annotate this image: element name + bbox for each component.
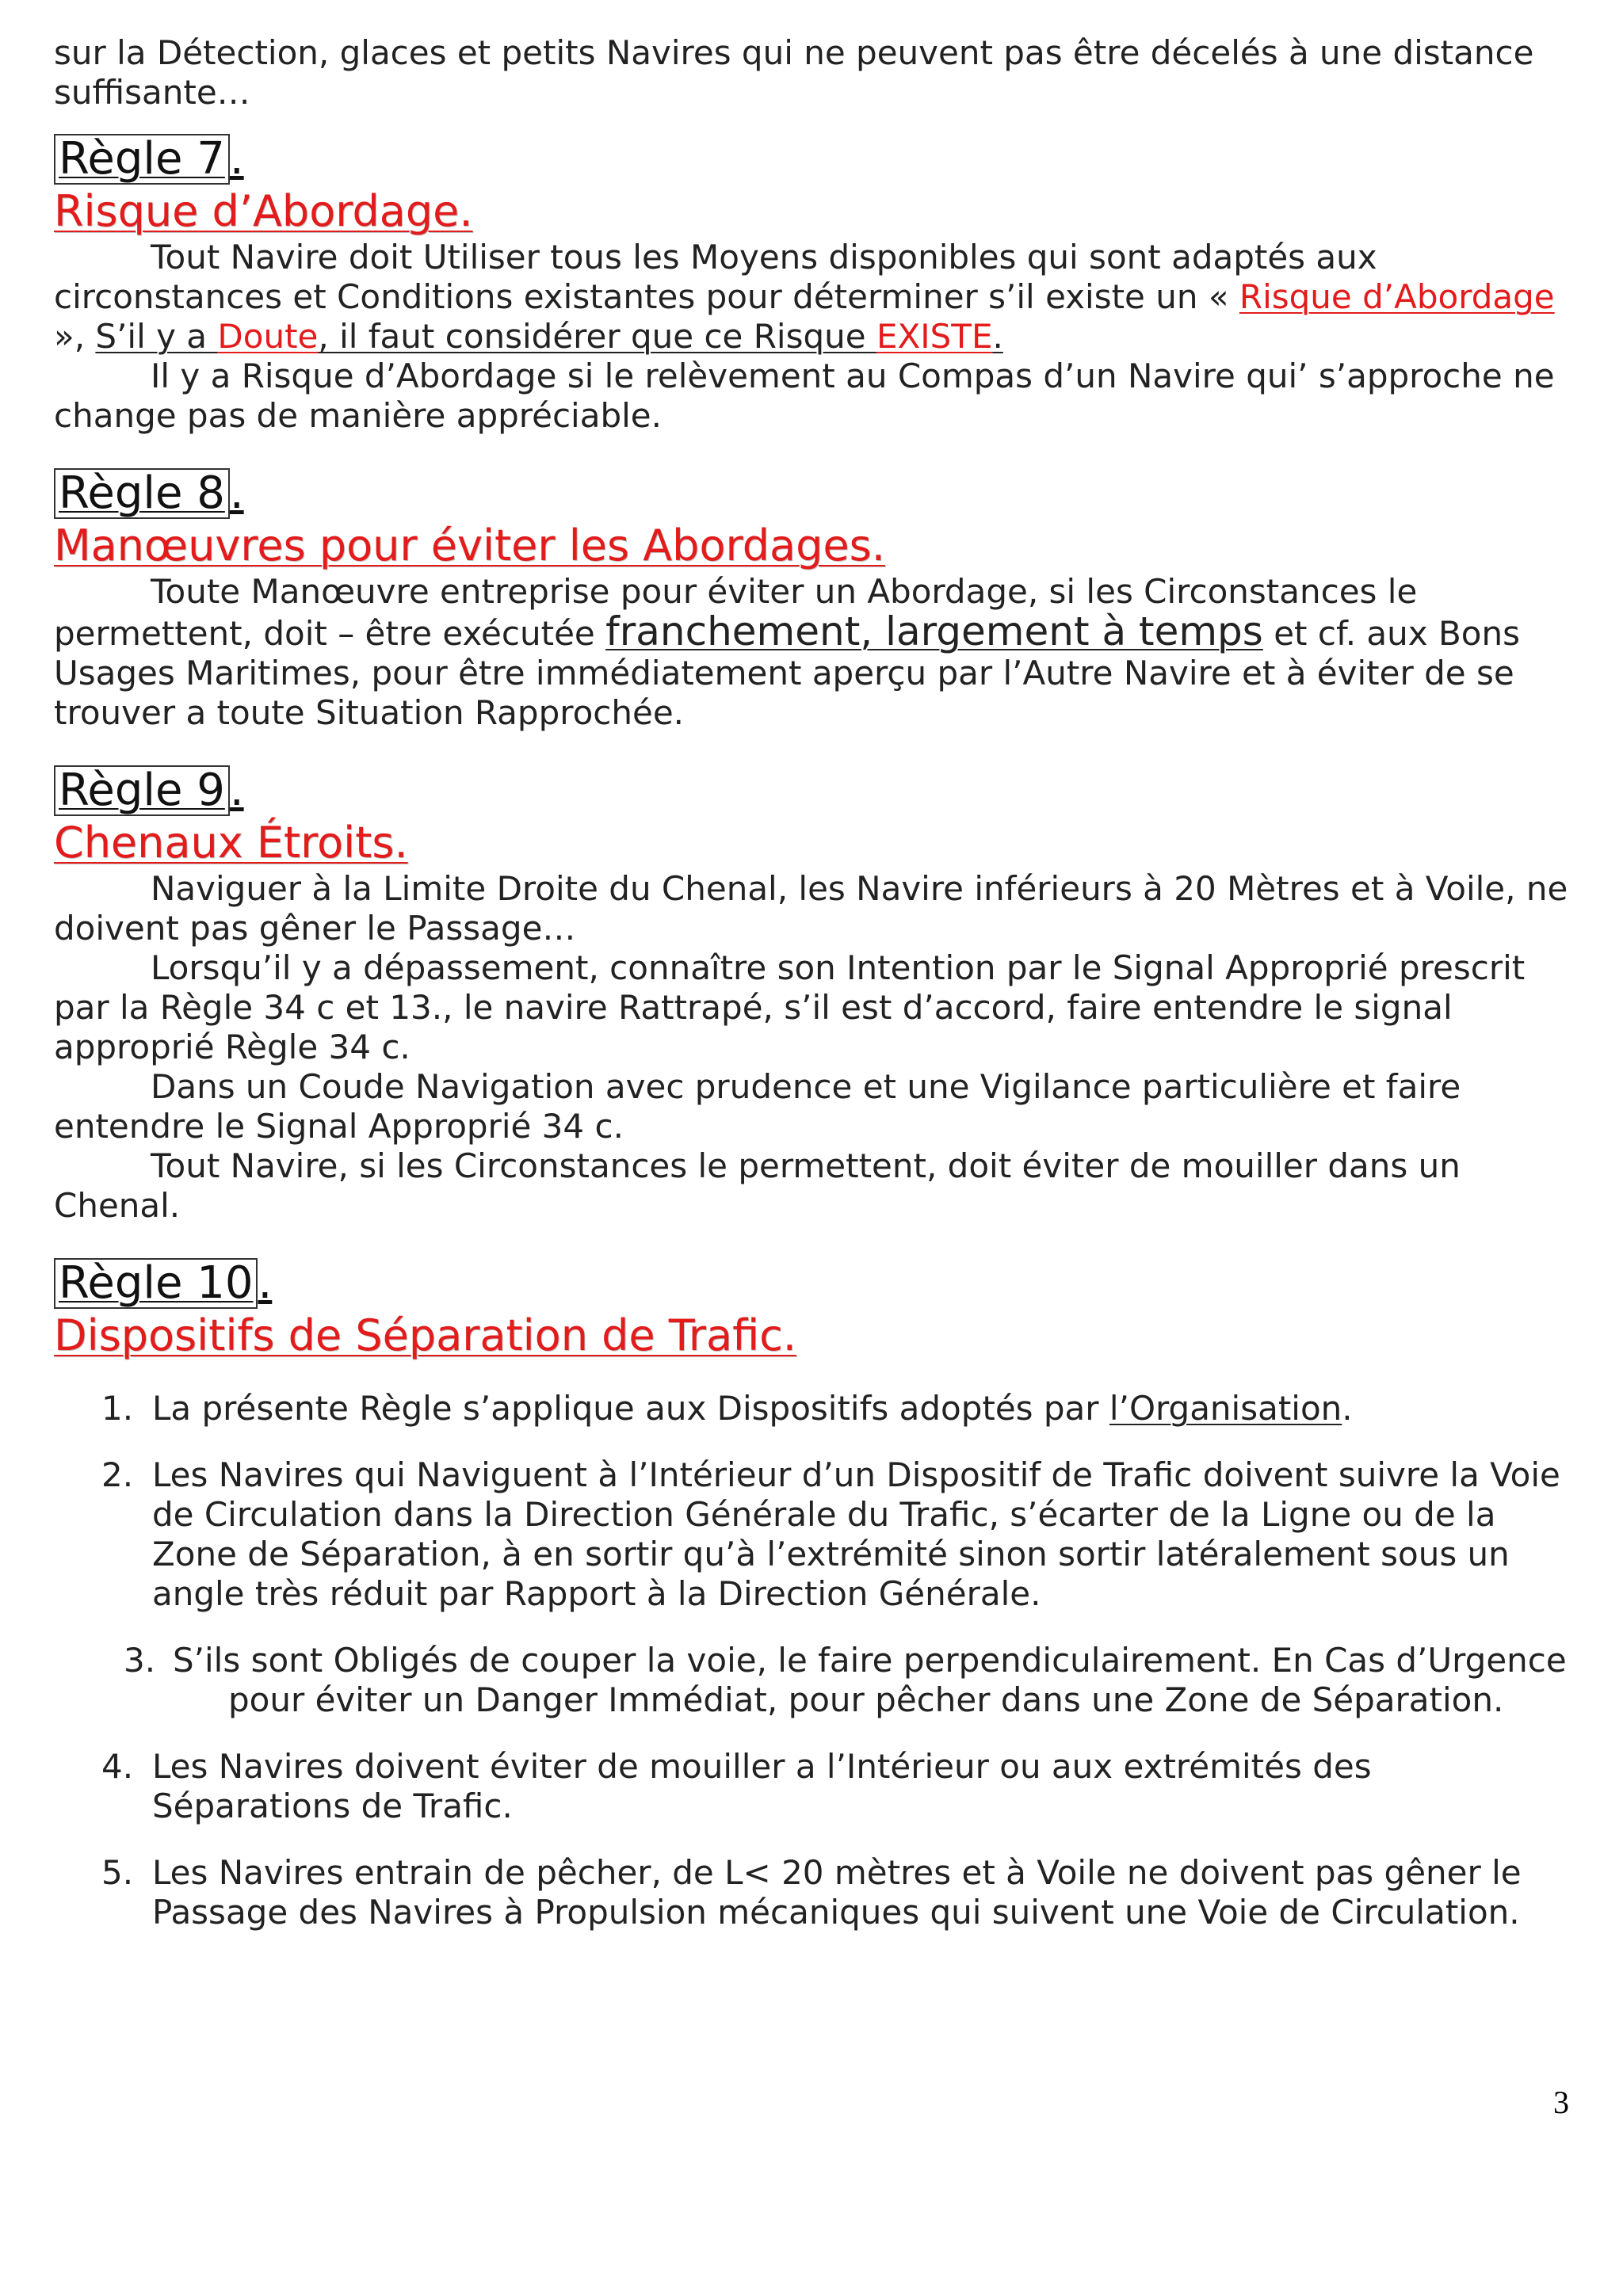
rule-7-title: Risque d’Abordage. <box>54 186 473 236</box>
list-item: 2. Les Navires qui Naviguent à l’Intérieur d’un Dispositif de Trafic doivent suivre la Voie de Circulation dans la Direction Générale du Trafic, s’écarter de la Ligne ou de la Zone de Séparation, à en sortir qu’à l’extrémité sinon sortir latéralement sous un angle très réduit par Rapport à la Direction Générale. <box>101 1455 1560 1613</box>
rule-10-list <box>54 1389 1572 1932</box>
rule-10-heading: Règle 10 . <box>54 1257 1572 1310</box>
rule-7-paragraph-2: Il y a Risque d’Abordage si le relèvement au Compas d’un Navire qui’ s’approche ne change pas de manière appréciable. <box>54 357 1555 435</box>
rule-9-paragraph-1: Naviguer à la Limite Droite du Chenal, les Navire inférieurs à 20 Mètres et à Voile, ne doivent pas gêner le Passage… <box>54 869 1568 948</box>
rule-9-paragraph-4: Tout Navire, si les Circonstances le permettent, doit éviter de mouiller dans un Chenal. <box>54 1146 1461 1225</box>
rule-8-title: Manœuvres pour éviter les Abordages. <box>54 521 885 570</box>
rule-7-heading: Règle 7 . <box>54 133 1572 185</box>
intro-paragraph: sur la Détection, glaces et petits Navires qui ne peuvent pas être décelés à une distance suffisante… <box>54 33 1534 112</box>
rule-9-paragraph-2: Lorsqu’il y a dépassement, connaître son Intention par le Signal Approprié prescrit par la Règle 34 c et 13., le navire Rattrapé, s’il est d’accord, faire entendre le signal approprié Règle 34 c. <box>54 948 1526 1066</box>
rule-8-number: Règle 8 <box>54 468 230 519</box>
rule-9-heading: Règle 9 . <box>54 765 1572 817</box>
rule-8-paragraph-1: Toute Manœuvre entreprise pour éviter un Abordage, si les Circonstances le permettent, doit – être exécutée franchement, largement à temps et cf. aux Bons Usages Maritimes, pour être immédiatement aperçu par l’Autre Navire et à éviter de se trouver a toute Situation Rapprochée. <box>54 572 1520 732</box>
rule-9-title: Chenaux Étroits. <box>54 818 408 868</box>
page-number: 3 <box>1553 2084 1569 2120</box>
rule-9-number: Règle 9 <box>54 765 230 816</box>
rule-9-paragraph-3: Dans un Coude Navigation avec prudence et une Vigilance particulière et faire entendre le Signal Approprié 34 c. <box>54 1067 1461 1146</box>
emphasis-franchement: franchement, largement à temps <box>605 608 1263 654</box>
list-item: 4. Les Navires doivent éviter de mouiller a l’Intérieur ou aux extrémités des Séparations de Trafic. <box>101 1747 1372 1825</box>
rule-7-paragraph-1: Tout Navire doit Utiliser tous les Moyens disponibles qui sont adaptés aux circonstances et Conditions existantes pour déterminer s’il existe un « Risque d’Abordage », S’il y a Doute, il faut considérer que ce Risque EXISTE. <box>54 238 1555 356</box>
existe-text: EXISTE <box>876 317 993 356</box>
rule-8-heading: Règle 8 . <box>54 467 1572 520</box>
rule-10-title: Dispositifs de Séparation de Trafic. <box>54 1310 796 1360</box>
list-item: 1. La présente Règle s’applique aux Dispositifs adoptés par l’Organisation. <box>101 1389 1353 1428</box>
rule-10-number: Règle 10 <box>54 1258 258 1309</box>
risque-abordage-link: Risque d’Abordage <box>1239 277 1555 316</box>
rule-7-number: Règle 7 <box>54 134 230 185</box>
list-item: 3. S’ils sont Obligés de couper la voie, le faire perpendiculairement. En Cas d’Urgence pour éviter un Danger Immédiat, pour pêcher dans une Zone de Séparation. <box>124 1641 1567 1719</box>
list-item: 5. Les Navires entrain de pêcher, de L< 20 mètres et à Voile ne doivent pas gêner le Passage des Navires à Propulsion mécaniques qui suivent une Voie de Circulation. <box>101 1853 1522 1932</box>
organisation-link: l’Organisation <box>1109 1389 1342 1428</box>
